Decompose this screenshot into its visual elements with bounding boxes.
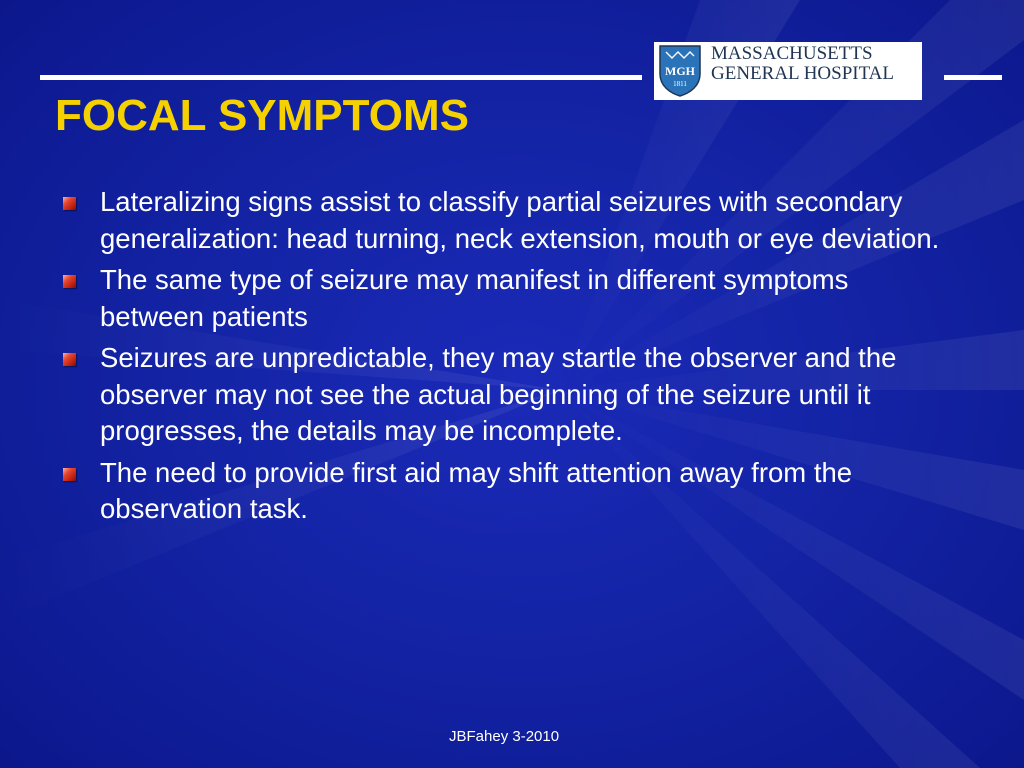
hospital-logo <box>654 42 922 100</box>
square-bullet-icon <box>63 197 76 210</box>
bullet-item <box>60 262 960 335</box>
bullet-text: The need to provide first aid may shift attention away from the observation task. <box>100 456 853 524</box>
bullet-item <box>60 340 960 450</box>
bullet-text: The same type of seizure may manifest in different symptoms between patients <box>100 264 849 332</box>
square-bullet-icon <box>63 468 76 481</box>
bullet-list <box>60 184 960 533</box>
mgh-shield-icon <box>658 44 702 98</box>
shield-text: MGH <box>665 64 695 78</box>
header-rule-left <box>40 75 642 80</box>
bullet-item <box>60 184 960 257</box>
footer-text: JBFahey 3-2010 <box>449 728 560 745</box>
bullet-text: Lateralizing signs assist to classify partial seizures with secondary generalization: head turning, neck extension, mouth or eye deviation. <box>100 186 940 254</box>
shield-year: 1811 <box>673 80 687 88</box>
logo-line-1: MASSACHUSETTS <box>711 43 873 64</box>
bullet-item <box>60 455 960 528</box>
header-rule-right <box>944 75 1002 80</box>
logo-line-2: GENERAL HOSPITAL <box>711 63 895 84</box>
slide-title: FOCAL SYMPTOMS <box>55 91 469 140</box>
square-bullet-icon <box>63 275 76 288</box>
bullet-text: Seizures are unpredictable, they may startle the observer and the observer may not see the actual beginning of the seizure until it progresses, the details may be incomplete. <box>100 342 897 446</box>
square-bullet-icon <box>63 353 76 366</box>
